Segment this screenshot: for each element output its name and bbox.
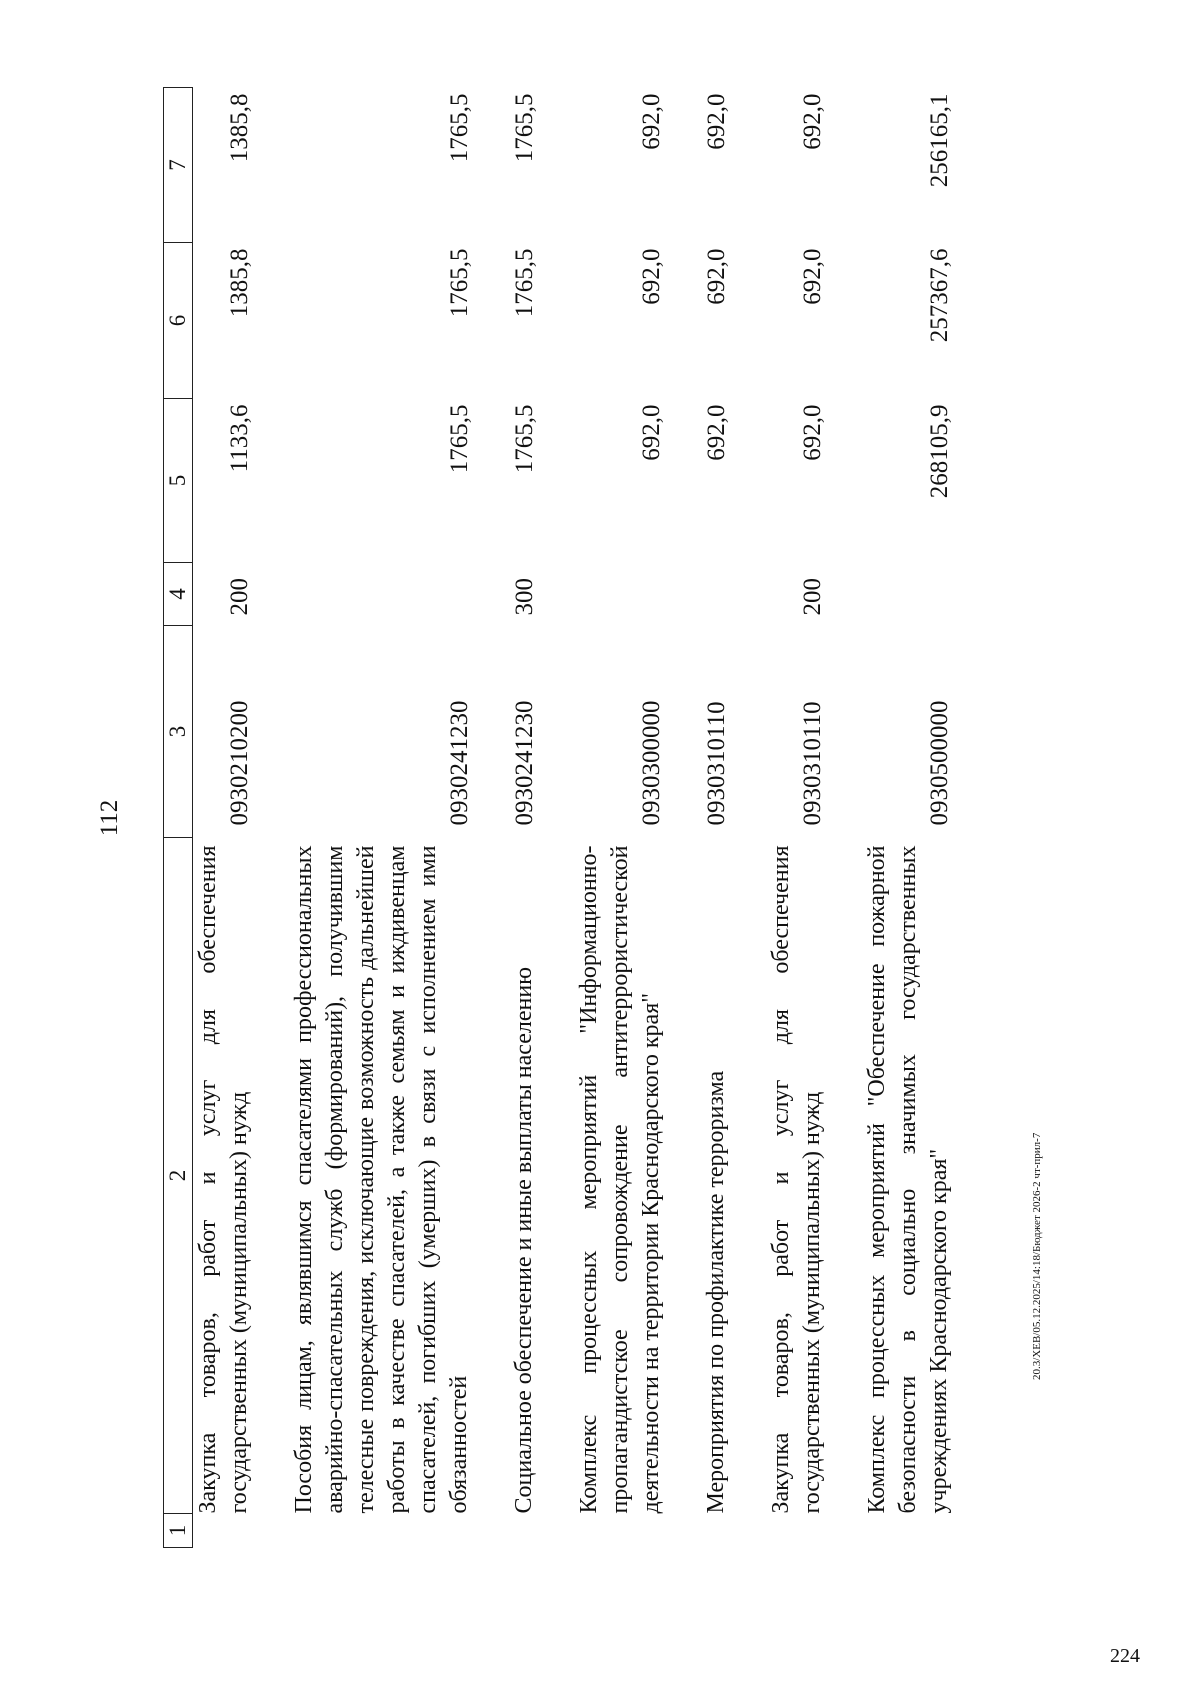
column-number-1: 1	[164, 1514, 193, 1548]
row-spacer	[667, 88, 701, 1548]
row-number	[509, 1514, 540, 1548]
row-spacer	[475, 88, 509, 1548]
running-page-number: 112	[96, 799, 123, 837]
column-number-3: 3	[164, 626, 193, 838]
expense-type-code	[574, 563, 667, 626]
target-article-code: 0930241230	[446, 700, 473, 826]
row-name: Закупка товаров, работ и услуг для обеспечения государственных (муниципальных) нужд	[768, 845, 825, 1514]
amount-column-5: 1133,6	[226, 404, 253, 473]
expense-type-code	[289, 563, 475, 626]
target-article-code: 0930310110	[703, 701, 730, 826]
amount-column-6: 692,0	[703, 248, 730, 305]
amount-column-6: 692,0	[799, 248, 826, 305]
amount-column-7: 1765,5	[511, 93, 538, 163]
row-name: Закупка товаров, работ и услуг для обеспечения государственных (муниципальных) нужд	[195, 845, 252, 1514]
row-number	[766, 1514, 828, 1548]
amount-column-5: 692,0	[638, 404, 665, 461]
amount-column-5: 1765,5	[511, 404, 538, 474]
document-side-note: 20.3/XEB/05.12.2025/14:18/Бюджет 2026-2 чт-прил-7	[1031, 1132, 1043, 1380]
row-name: Социальное обеспечение и иные выплаты населению	[511, 966, 537, 1514]
row-spacer	[540, 88, 574, 1548]
expense-type-code: 200	[799, 578, 826, 616]
target-article-code: 0930300000	[638, 700, 665, 826]
expense-type-code	[701, 563, 732, 626]
target-article-code: 0930210200	[226, 700, 253, 826]
row-number	[193, 1514, 256, 1548]
row-number	[289, 1514, 475, 1548]
amount-column-6: 1765,5	[446, 248, 473, 318]
amount-column-7: 692,0	[638, 93, 665, 150]
row-number	[862, 1514, 955, 1548]
column-number-2: 2	[164, 838, 193, 1514]
amount-column-5: 692,0	[799, 404, 826, 461]
target-article-code: 0930310110	[799, 701, 826, 826]
column-number-6: 6	[164, 243, 193, 399]
expense-type-code: 300	[511, 578, 538, 616]
table-row	[509, 88, 540, 1548]
budget-table	[163, 87, 955, 1548]
target-article-code: 0930500000	[926, 700, 953, 826]
amount-column-6: 1765,5	[511, 248, 538, 318]
table-row	[289, 88, 475, 1548]
row-name: Пособия лицам, являвшимся спасателями профессиональных аварийно-спасательных служб (формирований), получившим телесные повреждения, исключающие возможность дальнейшей работы в качестве спасателей, а также семьям и иждивенцам спасателей, погибших (умерших) в связи с исполнением ими обязанностей	[291, 845, 472, 1514]
target-article-code: 0930241230	[511, 700, 538, 826]
rotated-page-content	[96, 88, 1003, 1548]
amount-column-7: 692,0	[703, 93, 730, 150]
amount-column-6: 692,0	[638, 248, 665, 305]
row-number	[701, 1514, 732, 1548]
page-number: 224	[1110, 1645, 1140, 1667]
column-number-4: 4	[164, 563, 193, 626]
amount-column-5: 1765,5	[446, 404, 473, 474]
row-number	[574, 1514, 667, 1548]
expense-type-code: 200	[226, 578, 253, 616]
row-spacer	[732, 88, 766, 1548]
table-row	[862, 88, 955, 1548]
amount-column-6: 1385,8	[226, 248, 253, 318]
table-row	[193, 88, 256, 1548]
column-number-5: 5	[164, 399, 193, 563]
row-name: Комплекс процессных мероприятий "Обеспечение пожарной безопасности в социально значимых государственных учреждениях Краснодарского края"	[864, 845, 952, 1514]
expense-type-code	[862, 563, 955, 626]
column-number-7: 7	[164, 88, 193, 243]
row-name: Комплекс процессных мероприятий "Информационно-пропагандистское сопровождение антитеррористической деятельности на территории Краснодарского края"	[576, 845, 664, 1514]
amount-column-7: 1385,8	[226, 93, 253, 163]
amount-column-5: 692,0	[703, 404, 730, 461]
amount-column-6: 257367,6	[926, 248, 953, 343]
column-number-row	[164, 88, 193, 1548]
amount-column-5: 268105,9	[926, 404, 953, 499]
table-row	[701, 88, 732, 1548]
row-spacer	[255, 88, 289, 1548]
row-spacer	[828, 88, 862, 1548]
row-name: Мероприятия по профилактике терроризма	[703, 1070, 729, 1514]
amount-column-7: 692,0	[799, 93, 826, 150]
amount-column-7: 1765,5	[446, 93, 473, 163]
table-row	[574, 88, 667, 1548]
amount-column-7: 256165,1	[926, 93, 953, 188]
table-row	[766, 88, 828, 1548]
